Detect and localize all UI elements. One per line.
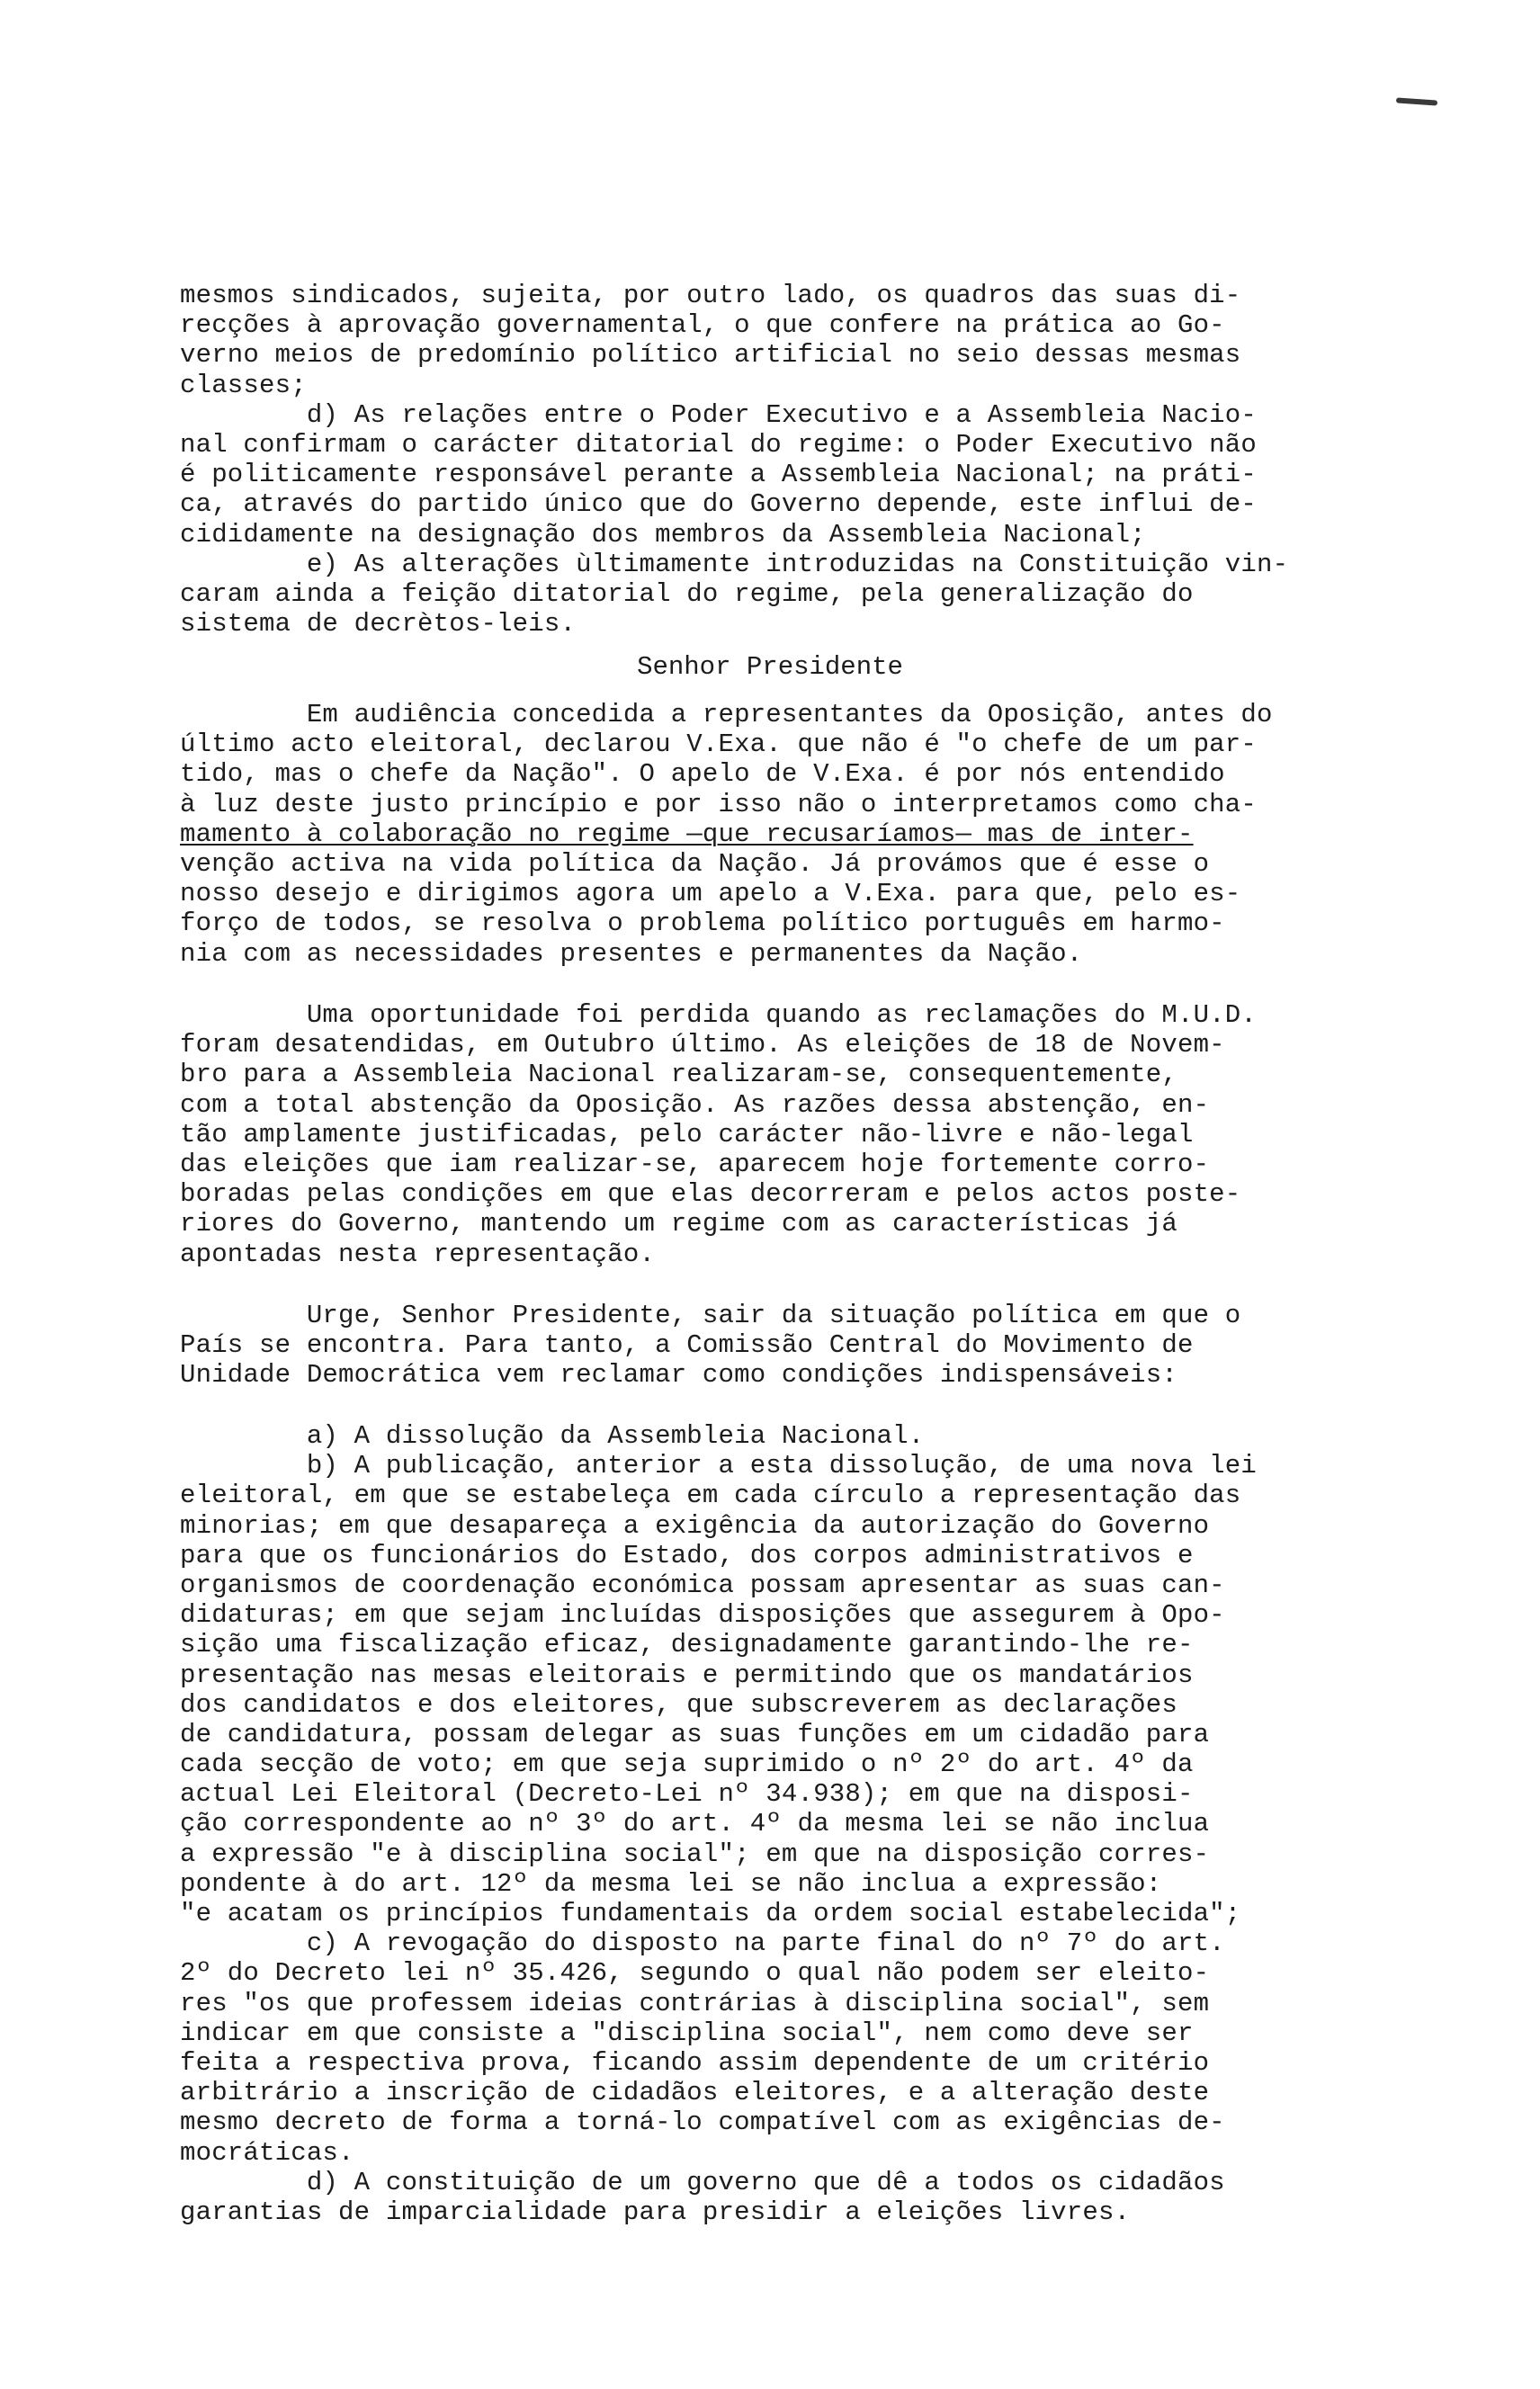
text-line: ção correspondente ao nº 3º do art. 4º da mesma lei se não inclua <box>180 1809 1210 1839</box>
text-line: mesmos sindicados, sujeita, por outro lado, os quadros das suas di- <box>180 281 1241 310</box>
text-line: é politicamente responsável perante a Assembleia Nacional; na práti- <box>180 460 1257 490</box>
text-line: tão amplamente justificadas, pelo carácter não-livre e não-legal <box>180 1119 1194 1150</box>
text-line: Unidade Democrática vem reclamar como condições indispensáveis: <box>180 1360 1177 1391</box>
text-line: cada secção de voto; em que seja suprimido o nº 2º do art. 4º da <box>180 1749 1194 1780</box>
text-line: Urge, Senhor Presidente, sair da situação política em que o <box>180 1301 1241 1330</box>
text-line: classes; <box>180 370 307 400</box>
text-line: tido, mas o chefe da Nação". O apelo de V.Exa. é por nós entendido <box>180 759 1225 790</box>
text-line-underlined: mamento à colaboração no regime —que recusaríamos— mas de inter- <box>180 819 1194 849</box>
paragraph-conditions <box>180 1421 1376 2227</box>
text-line: foram desatendidas, em Outubro último. As eleições de 18 de Novem- <box>180 1030 1225 1060</box>
text-line: apontadas nesta representação. <box>180 1239 656 1269</box>
text-line: organismos de coordenação económica possam apresentar as suas can- <box>180 1570 1225 1600</box>
paragraph-audience <box>180 700 1376 969</box>
text-line: d) As relações entre o Poder Executivo e a Assembleia Nacio- <box>180 399 1257 430</box>
text-line: minorias; em que desapareça a exigência da autorização do Governo <box>180 1510 1210 1541</box>
text-line: garantias de imparcialidade para presidir a eleições livres. <box>180 2197 1131 2227</box>
text-line: a) A dissolução da Assembleia Nacional. <box>180 1421 925 1451</box>
text-line: eleitoral, em que se estabeleça em cada círculo a representação das <box>180 1481 1241 1511</box>
text-line: País se encontra. Para tanto, a Comissão Central do Movimento de <box>180 1330 1194 1361</box>
text-line: nia com as necessidades presentes e permanentes da Nação. <box>180 938 1083 969</box>
text-line: presentação nas mesas eleitorais e permitindo que os mandatários <box>180 1660 1194 1690</box>
text-line: sição uma fiscalização eficaz, designadamente garantindo-lhe re- <box>180 1630 1194 1660</box>
text-line: c) A revogação do disposto na parte final do nº 7º do art. <box>180 1928 1225 1959</box>
text-line: forço de todos, se resolva o problema político português em harmo- <box>180 908 1225 939</box>
text-line: 2º do Decreto lei nº 35.426, segundo o qual não podem ser eleito- <box>180 1958 1210 1989</box>
text-line: com a total abstenção da Oposição. As razões dessa abstenção, en- <box>180 1089 1210 1120</box>
paragraph-classes-and-assembly <box>180 281 1376 639</box>
text-line: para que os funcionários do Estado, dos corpos administrativos e <box>180 1540 1194 1570</box>
text-line: nal confirmam o carácter ditatorial do regime: o Poder Executivo não <box>180 429 1257 460</box>
text-line: mesmo decreto de forma a torná-lo compatível com as exigências de- <box>180 2107 1225 2138</box>
text-line: das eleições que iam realizar-se, aparecem hoje fortemente corro- <box>180 1149 1210 1179</box>
text-line: último acto eleitoral, declarou V.Exa. que não é "o chefe de um par- <box>180 729 1257 760</box>
text-line: pondente à do art. 12º da mesma lei se não inclua a expressão: <box>180 1868 1162 1899</box>
text-line: ca, através do partido único que do Governo depende, este influi de- <box>180 489 1257 520</box>
text-line: didaturas; em que sejam incluídas disposições que assegurem à Opo- <box>180 1600 1225 1631</box>
text-line: cididamente na designação dos membros da Assembleia Nacional; <box>180 519 1146 550</box>
salutation-heading: Senhor Presidente <box>637 652 903 682</box>
text-line: "e acatam os princípios fundamentais da ordem social estabelecida"; <box>180 1899 1241 1928</box>
text-line: actual Lei Eleitoral (Decreto-Lei nº 34.938); em que na disposi- <box>180 1779 1194 1810</box>
ink-mark <box>1396 97 1437 105</box>
text-line: dos candidatos e dos eleitores, que subscreverem as declarações <box>180 1689 1177 1720</box>
text-line: a expressão "e à disciplina social"; em que na disposição corres- <box>180 1839 1210 1869</box>
text-line: indicar em que consiste a "disciplina social", nem como deve ser <box>180 2018 1194 2048</box>
text-line: Uma oportunidade foi perdida quando as reclamações do M.U.D. <box>180 1000 1257 1030</box>
text-line: de candidatura, possam delegar as suas funções em um cidadão para <box>180 1719 1210 1749</box>
text-line: recções à aprovação governamental, o que confere na prática ao Go- <box>180 310 1225 341</box>
text-line: bro para a Assembleia Nacional realizaram-se, consequentemente, <box>180 1060 1177 1090</box>
paragraph-lost-opportunity <box>180 1000 1376 1269</box>
text-line: d) A constituição de um governo que dê a todos os cidadãos <box>180 2167 1225 2197</box>
text-line: feita a respectiva prova, ficando assim dependente de um critério <box>180 2047 1210 2078</box>
text-line: res "os que professem ideias contrárias à disciplina social", sem <box>180 1988 1210 2018</box>
text-line: caram ainda a feição ditatorial do regime, pela generalização do <box>180 578 1194 609</box>
text-line: boradas pelas condições em que elas decorreram e pelos actos poste- <box>180 1179 1241 1210</box>
text-line: mocráticas. <box>180 2137 354 2168</box>
text-line: verno meios de predomínio político artificial no seio dessas mesmas <box>180 340 1241 371</box>
text-line: riores do Governo, mantendo um regime com as características já <box>180 1209 1177 1239</box>
text-line: Em audiência concedida a representantes da Oposição, antes do <box>180 700 1273 729</box>
text-line: sistema de decrètos-leis. <box>180 609 577 640</box>
text-line: venção activa na vida política da Nação. Já provámos que é esse o <box>180 848 1210 879</box>
text-line: nosso desejo e dirigimos agora um apelo a V.Exa. para que, pelo es- <box>180 879 1241 909</box>
text-line: e) As alterações ùltimamente introduzidas na Constituição vin- <box>180 549 1289 579</box>
paragraph-urgency <box>180 1301 1376 1391</box>
text-line: b) A publicação, anterior a esta dissolução, de uma nova lei <box>180 1451 1257 1481</box>
text-line: arbitrário a inscrição de cidadãos eleitores, e a alteração deste <box>180 2078 1210 2108</box>
text-line: à luz deste justo princípio e por isso não o interpretamos como cha- <box>180 789 1257 819</box>
